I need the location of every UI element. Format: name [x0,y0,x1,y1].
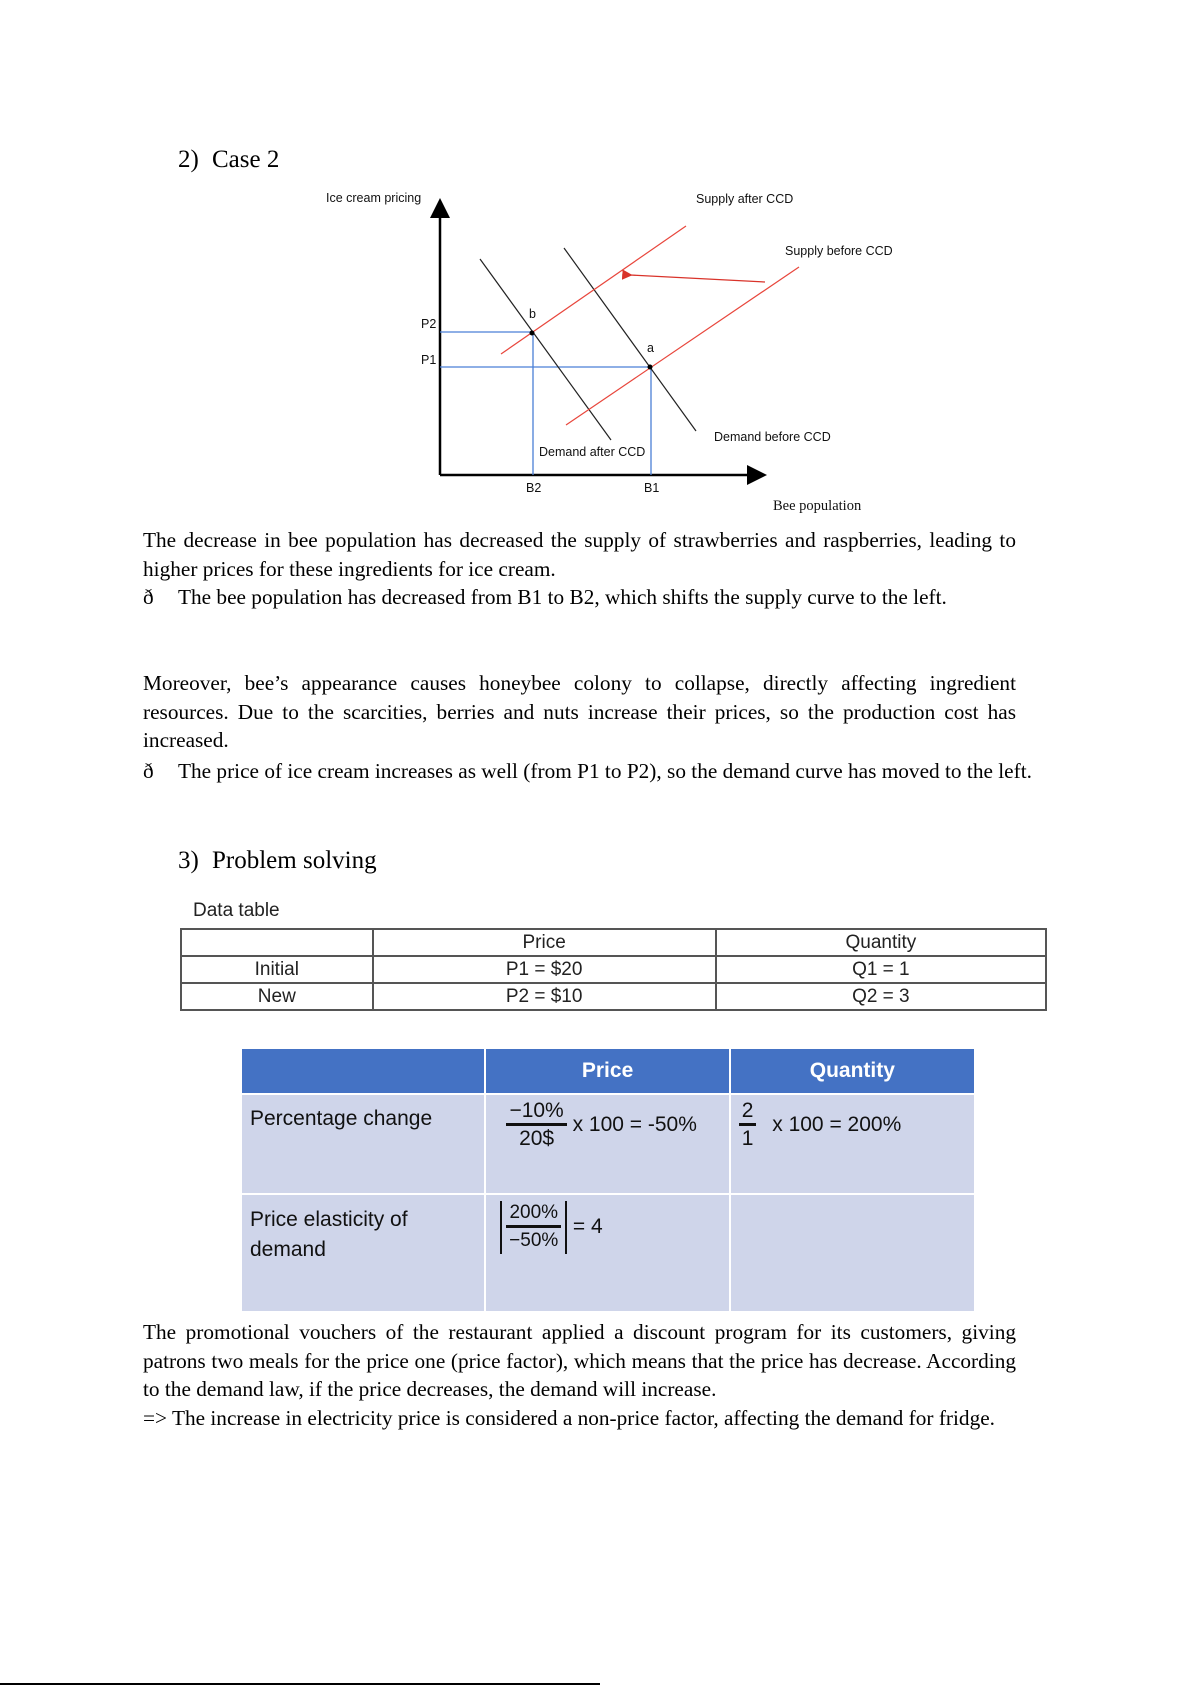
demand-before-label: Demand before CCD [714,430,831,444]
calc-header-row [241,1049,975,1094]
b1-label: B1 [644,481,660,495]
point-a-dot [648,365,653,370]
data-table [180,928,1047,1011]
table-header-row [181,929,1046,956]
p2-label: P2 [421,317,437,331]
quantity-fraction [739,1099,757,1152]
table-cell: Q2 = 3 [716,983,1046,1010]
quantity-result: x 100 = 200% [772,1113,902,1137]
bullet-text: The price of ice cream increases as well (from P1 to P2), so the demand curve has moved to the left. [178,759,1032,783]
bullet-demand-shift [143,757,1051,786]
calc-row-label: Price elasticity of demand [241,1194,485,1312]
calc-price-change [485,1094,729,1194]
bullet-text: The bee population has decreased from B1 to B2, which shifts the supply curve to the left. [178,585,947,609]
calc-quantity-change [730,1094,975,1194]
bullet-mark: ð [143,759,154,783]
price-numerator: −10% [506,1099,566,1126]
case3-number: 3) [178,847,199,874]
price-result: x 100 = -50% [572,1113,697,1137]
y-axis-label: Ice cream pricing [326,191,422,205]
point-b-dot [530,331,535,336]
price-fraction [506,1099,566,1152]
bullet-supply-shift [143,583,1051,612]
point-a-label: a [647,341,654,355]
table-cell: New [181,983,373,1010]
x-axis-label: Bee population [773,498,862,514]
paragraph-promotional-vouchers: The promotional vouchers of the restaurant applied a discount program for its customers, giving patrons two meals for the price one (price factor), which means that the price has decrease. According to the demand law, if the price decreases, the demand will increase. [143,1320,1016,1401]
table-header-quantity: Quantity [716,929,1046,956]
case3-title: Problem solving [212,847,377,874]
case2-title: Case 2 [212,146,280,173]
point-b-label: b [529,307,536,321]
case2-number: 2) [178,146,199,173]
demand-after-label: Demand after CCD [539,445,646,459]
calc-row-elasticity [241,1194,975,1312]
calc-row-percentage-change [241,1094,975,1194]
paragraph-supply-decrease: The decrease in bee population has decreased the supply of strawberries and raspberries, leading to higher prices for these ingredients for ice cream. [143,528,1016,581]
table-cell: Initial [181,956,373,983]
table-row [181,956,1046,983]
calculation-table [240,1049,976,1313]
elasticity-fraction [506,1201,561,1254]
bullet-mark: ð [143,585,154,609]
table-cell: P1 = $20 [373,956,716,983]
calc-header-price: Price [485,1049,729,1094]
calc-row-label: Percentage change [241,1094,485,1194]
quantity-denominator: 1 [741,1127,754,1150]
elasticity-result: = 4 [572,1215,603,1239]
data-table-caption: Data table [193,900,280,921]
calc-elasticity [485,1194,729,1312]
absolute-value-bars [500,1201,567,1254]
elasticity-denominator: −50% [509,1230,559,1251]
quantity-numerator: 2 [739,1099,757,1126]
elasticity-numerator: 200% [506,1201,561,1228]
supply-before-label: Supply before CCD [785,244,893,258]
supply-shift-arrow [630,275,765,282]
case3-heading [178,847,377,875]
supply-demand-chart [0,0,1191,520]
table-header-price: Price [373,929,716,956]
calc-empty-cell [730,1194,975,1312]
table-cell: Q1 = 1 [716,956,1046,983]
supply-after-label: Supply after CCD [696,192,794,206]
table-cell: P2 = $10 [373,983,716,1010]
table-cell [181,929,373,956]
supply-after-ccd-line [501,226,686,354]
calc-header-quantity: Quantity [730,1049,975,1094]
p1-label: P1 [421,353,437,367]
price-denominator: 20$ [519,1127,555,1150]
calc-header-empty [241,1049,485,1094]
paragraph-production-cost: Moreover, bee’s appearance causes honeybee colony to collapse, directly affecting ingredient resources. Due to the scarcities, berries and nuts increase their prices, so the production cost has increased. [143,671,1016,752]
paragraph-non-price-factor: => The increase in electricity price is considered a non-price factor, affecting the demand for fridge. [143,1406,995,1430]
b2-label: B2 [526,481,542,495]
supply-before-ccd-line [566,267,799,425]
table-row [181,983,1046,1010]
